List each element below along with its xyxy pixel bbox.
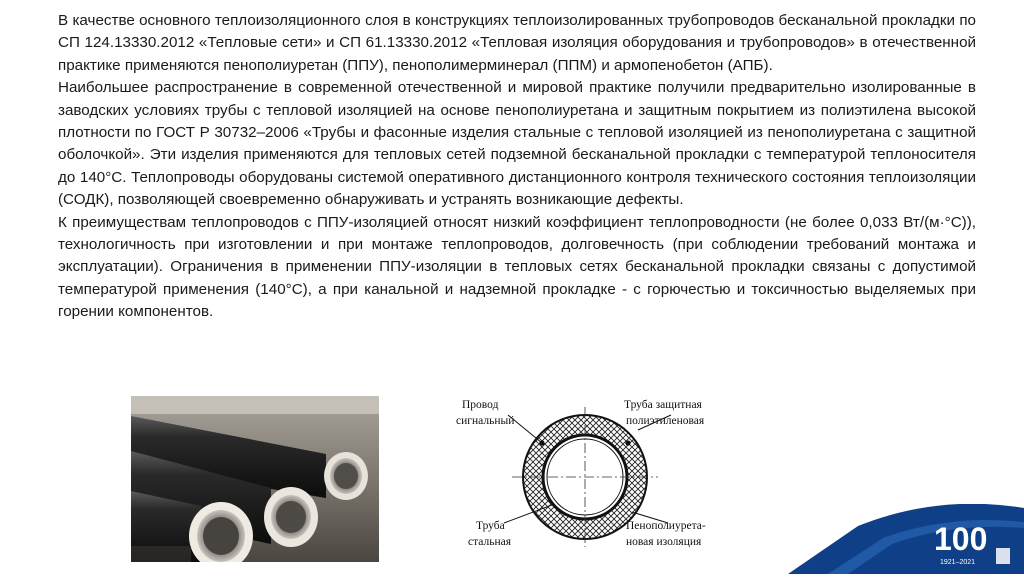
logo-years: 1921–2021 bbox=[940, 559, 976, 566]
pipe-cross-section-diagram bbox=[446, 393, 724, 558]
label-insulation-1: Пенополиурета- bbox=[626, 520, 706, 532]
label-protective-pipe-2: полиэтиленовая bbox=[626, 415, 705, 427]
pipes-photo bbox=[131, 396, 379, 562]
label-steel-pipe-2: стальная bbox=[468, 536, 512, 548]
anniversary-logo bbox=[788, 504, 1024, 574]
logo-number: 100 bbox=[934, 521, 988, 557]
label-insulation-2: новая изоляция bbox=[626, 536, 702, 548]
label-steel-pipe-1: Труба bbox=[476, 520, 505, 532]
label-protective-pipe-1: Труба защитная bbox=[624, 399, 702, 411]
paragraph-3: К преимуществам теплопроводов с ППУ-изоляцией относят низкий коэффициент теплопроводности (не более 0,033 Вт/(м·°С)), технологичность при изготовлении и при монтаже теплопроводов, долговечность (при соблюдении требований монтажа и эксплуатации). Ограничения в применении ППУ-изоляции в тепловых сетях бесканальной прокладки связаны с допустимой температурой применения (140°С), а при канальной и надземной прокладке - с горючестью и токсичностью выделяемых при горении компонентов. bbox=[58, 213, 976, 321]
logo-emblem-icon bbox=[996, 548, 1010, 564]
label-signal-wire-2: сигнальный bbox=[456, 415, 515, 427]
body-text bbox=[58, 10, 976, 324]
paragraph-1: В качестве основного теплоизоляционного слоя в конструкциях теплоизолированных трубопроводов бесканальной прокладки по СП 124.13330.2012 «Тепловые сети» и СП 61.13330.2012 «Тепловая изоляция оборудования и трубопроводов» в отечественной практике применяются пенополиуретан (ППУ), пенополимерминерал (ППМ) и армопенобетон (АПБ). bbox=[58, 12, 976, 74]
paragraph-2: Наибольшее распространение в современной отечественной и мировой практике получили предварительно изолированные в заводских условиях трубы с тепловой изоляцией на основе пенополиуретана и защитным покрытием из полиэтилена высокой плотности по ГОСТ Р 30732–2006 «Трубы и фасонные изделия стальные с тепловой изоляцией из пенополиуретана с защитной оболочкой». Эти изделия применяются для тепловых сетей подземной бесканальной прокладки с температурой теплоносителя до 140°С. Теплопроводы оборудованы системой оперативного дистанционного контроля технического состояния теплоизоляции (СОДК), позволяющей своевременно обнаруживать и устранять возникающие дефекты. bbox=[58, 79, 976, 209]
label-signal-wire-1: Провод bbox=[462, 399, 499, 411]
